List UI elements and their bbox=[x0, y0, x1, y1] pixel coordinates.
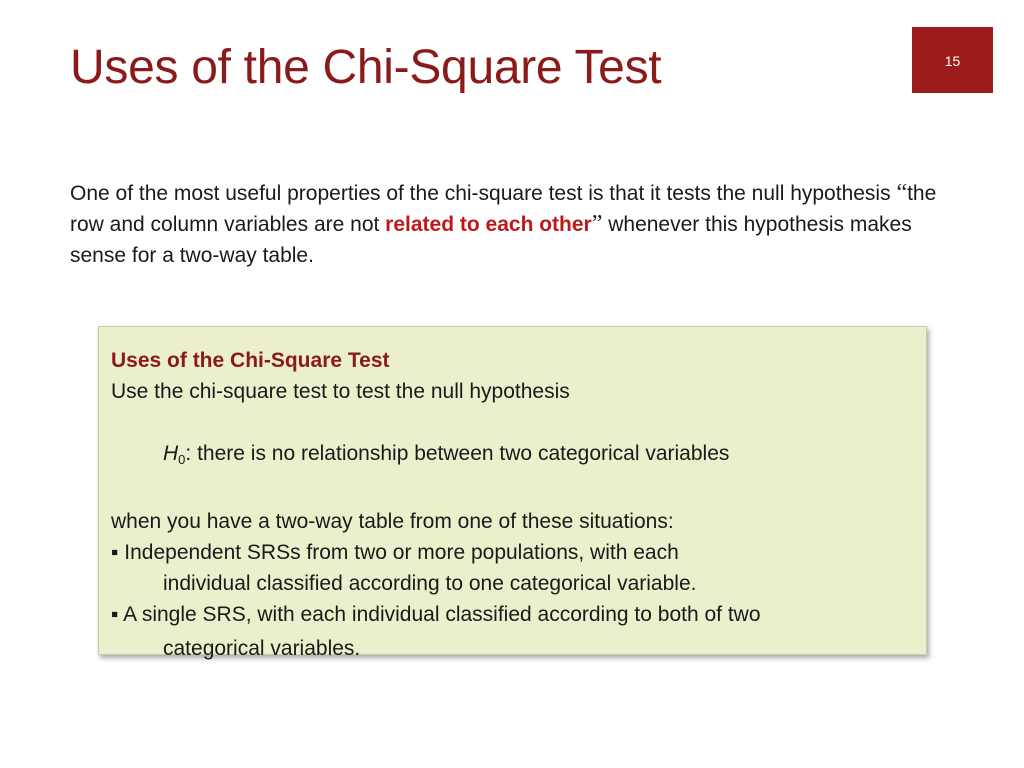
slide-title: Uses of the Chi-Square Test bbox=[70, 41, 662, 94]
definition-box bbox=[98, 326, 927, 660]
intro-emphasis: related to each other bbox=[385, 213, 592, 236]
bullet-1-text: Independent SRSs from two or more populations, with each bbox=[124, 541, 679, 564]
hypothesis-symbol: H bbox=[163, 442, 179, 465]
page-number: 15 bbox=[944, 53, 961, 69]
bullet-marker-icon: ▪ bbox=[111, 603, 119, 626]
box-title: Uses of the Chi-Square Test bbox=[111, 349, 390, 372]
bullet-item-1 bbox=[111, 537, 926, 568]
intro-text-3: whenever this hypothesis makes sense for a two-way table. bbox=[70, 213, 912, 267]
box-line-3: when you have a two-way table from one of these situations: bbox=[111, 510, 674, 533]
bullet-2-text: A single SRS, with each individual classified according to both of two bbox=[123, 603, 761, 626]
null-hypothesis bbox=[111, 438, 926, 475]
box-line-1: Use the chi-square test to test the null hypothesis bbox=[111, 380, 570, 403]
intro-paragraph bbox=[70, 178, 960, 271]
hypothesis-subscript: 0 bbox=[178, 452, 186, 467]
bullet-2-continuation: categorical variables. bbox=[163, 637, 361, 660]
blank-line bbox=[111, 475, 926, 506]
hypothesis-text: : there is no relationship between two categorical variables bbox=[185, 442, 730, 465]
intro-text-2: the row and column variables are not bbox=[70, 182, 937, 236]
intro-text-1: One of the most useful properties of the chi-square test is that it tests the null hypothesis bbox=[70, 182, 897, 205]
bullet-item-2 bbox=[111, 599, 926, 630]
blank-line bbox=[111, 407, 926, 438]
bullet-marker-icon: ▪ bbox=[111, 541, 119, 564]
page-number-badge bbox=[912, 27, 993, 93]
open-quote: “ bbox=[896, 180, 908, 206]
close-quote: ” bbox=[591, 211, 603, 237]
bullet-1-continuation: individual classified according to one categorical variable. bbox=[163, 572, 697, 595]
